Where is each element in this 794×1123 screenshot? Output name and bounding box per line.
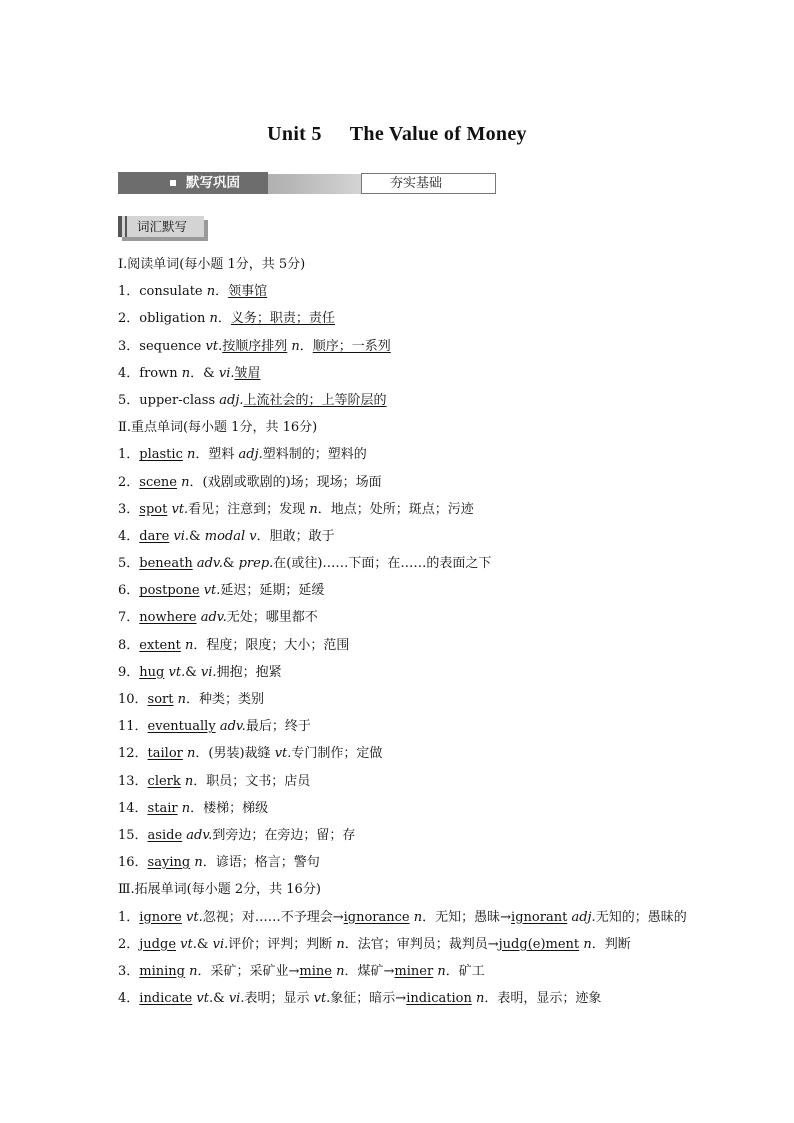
line-text: 5．upper-class (118, 392, 220, 408)
answer-text: miner (394, 963, 434, 979)
line-text: n (184, 773, 194, 789)
vocab-line (118, 526, 778, 553)
line-text: n (194, 855, 203, 871)
vocab-line (118, 607, 778, 634)
vocab-line (118, 852, 778, 879)
unit-label: Unit 5 (267, 123, 322, 145)
answer-text: 按顺序排列 (222, 338, 288, 354)
page-title (0, 123, 794, 146)
line-text: n (475, 991, 485, 1007)
line-text: vi. (173, 528, 190, 544)
line-text: 2．obligation (118, 311, 210, 327)
line-text: ．胆敢；敢于 (256, 528, 335, 544)
vocab-line (118, 988, 778, 1015)
line-text: ． (217, 311, 231, 327)
line-text: n (336, 963, 345, 979)
line-text: vt. (203, 583, 221, 599)
line-text: vt. (171, 501, 189, 517)
line-text: Ⅰ.阅读单词(每小题 1分，共 5分) (118, 257, 306, 272)
answer-text: 上流社会的；上等阶层的 (243, 392, 387, 408)
line-text: n (184, 637, 194, 653)
line-text: ．(男装)裁缝 (195, 746, 275, 762)
section-tab-label: 词汇默写 (137, 219, 188, 234)
unit-name: The Value of Money (349, 123, 527, 145)
line-text: prep. (238, 556, 274, 572)
line-text: ．判断 (591, 936, 631, 952)
line-text: 在(或往)……下面；在……的表面之下 (273, 556, 492, 572)
vocab-line (118, 907, 778, 934)
line-text: 象征；暗示→ (330, 991, 407, 1007)
line-text: vi. (218, 365, 235, 381)
line-text: n (181, 365, 191, 381)
line-text: 15． (118, 827, 148, 843)
line-text: n (181, 800, 191, 816)
line-text: 1． (118, 909, 140, 925)
line-text: & (189, 528, 205, 544)
square-bullet-icon (170, 180, 176, 186)
line-text: 专门制作；定做 (291, 746, 383, 762)
line-text: n (583, 936, 592, 952)
line-text: Ⅱ.重点单词(每小题 1分，共 16分) (118, 420, 318, 436)
line-text: ．(戏剧或歌剧的)场；现场；场面 (189, 474, 382, 490)
line-text: vt. (274, 746, 292, 762)
line-text: 3． (118, 963, 140, 979)
line-text: n (437, 963, 446, 979)
vocab-line (118, 281, 778, 308)
answer-text: hug (139, 664, 165, 680)
answer-text: judg(e)ment (498, 936, 580, 952)
line-text: 3．sequence (118, 338, 206, 354)
line-text: ．& (190, 365, 219, 381)
vocab-line (118, 934, 778, 961)
vocab-line (118, 879, 778, 906)
line-text: ．煤矿→ (344, 963, 395, 979)
line-text: 14． (118, 800, 148, 816)
line-text: 13． (118, 773, 148, 789)
vocab-line (118, 472, 778, 499)
answer-text: ignore (139, 909, 182, 925)
vocab-line (118, 363, 778, 390)
line-text: 10． (118, 692, 148, 707)
line-text: n (209, 311, 218, 327)
line-text: ．采矿；采矿业→ (197, 963, 300, 979)
line-text: 3． (118, 501, 140, 517)
line-text: vt. (313, 991, 331, 1007)
line-text: & (213, 991, 229, 1007)
line-text: vt. (180, 936, 197, 952)
vocab-line (118, 254, 778, 281)
vocabulary-list (118, 254, 778, 1015)
line-text: ．楼梯；梯级 (190, 800, 269, 816)
line-text: ． (299, 338, 313, 354)
line-text: adj. (571, 909, 596, 925)
answer-text: dare (139, 528, 170, 544)
line-text: 忽视；对……不予理会→ (202, 909, 344, 925)
line-text: ．谚语；格言；警句 (202, 855, 320, 871)
answer-text: stair (147, 800, 178, 816)
line-text: adv. (196, 556, 223, 572)
answer-text: clerk (147, 773, 181, 789)
answer-text: mine (299, 963, 332, 979)
answer-text: plastic (139, 447, 183, 463)
line-text: & (185, 664, 201, 680)
answer-text: postpone (139, 583, 200, 599)
banner-primary (118, 172, 268, 194)
answer-text: indication (406, 991, 472, 1007)
line-text: 表明；显示 (244, 991, 314, 1007)
banner-secondary: 夯实基础 (361, 173, 496, 194)
line-text: n (189, 963, 198, 979)
line-text: 11． (118, 719, 148, 735)
answer-text: 顺序；一系列 (312, 338, 391, 354)
line-text: 16． (118, 855, 148, 871)
vocab-line (118, 798, 778, 825)
line-text: ． (215, 284, 229, 300)
line-text: n (336, 936, 345, 952)
line-text: adj. (238, 447, 263, 463)
line-text: 到旁边；在旁边；留；存 (212, 827, 356, 843)
answer-text: ignorance (343, 909, 410, 925)
line-text: vt. (196, 991, 214, 1007)
line-text: vt. (168, 664, 186, 680)
line-text: Ⅲ.拓展单词(每小题 2分，共 16分) (118, 882, 321, 898)
vocab-line (118, 336, 778, 363)
line-text: n (181, 474, 190, 490)
line-text: & (222, 556, 239, 572)
line-text: ．程度；限度；大小；范围 (193, 637, 350, 653)
vocab-line (118, 743, 778, 770)
answer-text: extent (139, 637, 181, 653)
line-text: n (291, 338, 300, 354)
line-text: 延迟；延期；延缓 (220, 583, 325, 599)
answer-text: 义务；职责；责任 (230, 311, 335, 327)
line-text: vt. (186, 909, 203, 925)
answer-text: saying (147, 855, 191, 871)
line-text: 无处；哪里都不 (226, 610, 318, 626)
vocab-line (118, 771, 778, 798)
vocab-line (118, 825, 778, 852)
line-text: 看见；注意到；发现 (188, 501, 310, 517)
line-text: adv. (186, 827, 213, 843)
answer-text: scene (139, 474, 177, 490)
line-text: 7． (118, 610, 140, 626)
vocab-line (118, 689, 778, 716)
answer-text: sort (147, 692, 174, 707)
line-text: 4．frown (118, 365, 182, 381)
line-text: 拥抱；抱紧 (216, 664, 282, 680)
section-tab (118, 216, 204, 237)
line-text: vi. (212, 936, 229, 952)
line-text: ．法官；审判员；裁判员→ (344, 936, 499, 952)
vocab-line (118, 961, 778, 988)
line-text: 8． (118, 637, 140, 653)
vocab-line (118, 716, 778, 743)
answer-text: mining (139, 963, 185, 979)
line-text: 2． (118, 936, 140, 952)
line-text: n (187, 447, 196, 463)
line-text: 1．consulate (118, 284, 207, 300)
vocab-line (118, 553, 778, 580)
line-text: 1． (118, 447, 140, 463)
answer-text: tailor (147, 746, 183, 762)
vocab-line (118, 635, 778, 662)
section-banner (118, 172, 443, 196)
vocab-line (118, 444, 778, 471)
answer-text: 领事馆 (228, 284, 268, 300)
answer-text: 皱眉 (234, 365, 261, 381)
line-text: n (413, 909, 423, 925)
line-text: adv. (219, 719, 246, 735)
line-text: ．表明，显示；迹象 (484, 991, 602, 1007)
line-text: vi. (200, 664, 217, 680)
vocab-line (118, 390, 778, 417)
answer-text: indicate (139, 991, 193, 1007)
vocab-line (118, 662, 778, 689)
line-text: n (177, 692, 186, 707)
line-text: & (196, 936, 213, 952)
vocab-line (118, 580, 778, 607)
vocab-line (118, 417, 778, 444)
line-text: n (309, 501, 318, 517)
answer-text: eventually (147, 719, 216, 735)
line-text: ．矿工 (445, 963, 485, 979)
line-text: vt. (205, 338, 223, 354)
line-text: ．种类；类别 (186, 692, 265, 707)
line-text: 6． (118, 583, 140, 599)
line-text: 12． (118, 746, 148, 762)
line-text: 9． (118, 664, 140, 680)
answer-text: ignorant (511, 909, 568, 925)
line-text: modal v (204, 528, 257, 544)
line-text: vi. (228, 991, 245, 1007)
line-text: 4． (118, 991, 140, 1007)
line-text: 2． (118, 474, 140, 490)
line-text: n (187, 746, 196, 762)
answer-text: beneath (139, 556, 193, 572)
answer-text: judge (139, 936, 177, 952)
vocab-line (118, 308, 778, 335)
line-text: ．地点；处所；斑点；污迹 (317, 501, 474, 517)
line-text: 4． (118, 528, 140, 544)
line-text: ．无知；愚昧→ (422, 909, 512, 925)
line-text: adj. (219, 392, 244, 408)
line-text: n (206, 284, 216, 300)
line-text: 最后；终于 (245, 719, 311, 735)
vocab-line (118, 499, 778, 526)
banner-primary-label: 默写巩固 (186, 175, 240, 191)
line-text: ．塑料 (195, 447, 239, 463)
answer-text: spot (139, 501, 168, 517)
answer-text: nowhere (139, 610, 197, 626)
line-text: 5． (118, 556, 140, 572)
line-text: 塑料制的；塑料的 (262, 447, 367, 463)
answer-text: aside (147, 827, 183, 843)
line-text: 评价；评判；判断 (228, 936, 337, 952)
line-text: adv. (200, 610, 227, 626)
line-text: 无知的；愚昧的 (595, 909, 687, 925)
line-text: ．职员；文书；店员 (193, 773, 311, 789)
